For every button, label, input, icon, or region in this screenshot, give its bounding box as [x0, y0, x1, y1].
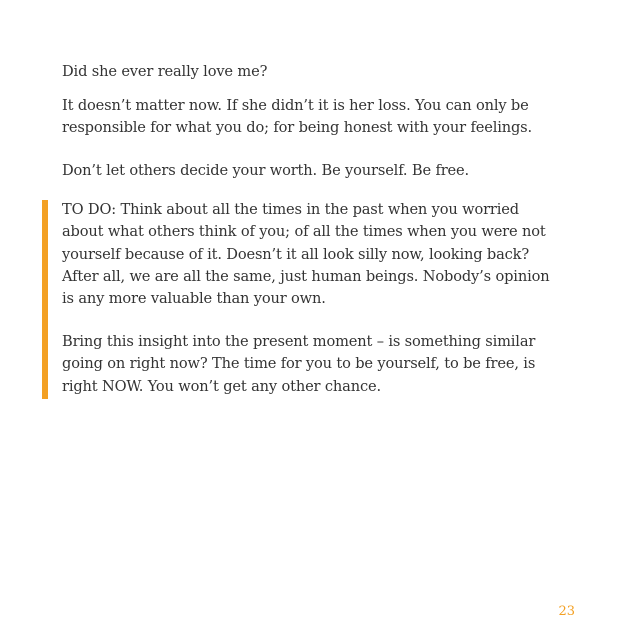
todo-accent-bar: [42, 200, 48, 399]
paragraph-question: Did she ever really love me?: [62, 63, 268, 80]
paragraph-present-moment: Bring this insight into the present moment – is something similar going on right now? The time for you to be yourself, to be free, is right NOW. You won’t get any other chance.: [62, 333, 536, 395]
paragraph-answer: It doesn’t matter now. If she didn’t it is her loss. You can only be responsible for what you do; for being honest with your feelings.: [62, 97, 532, 137]
page-number: 23: [558, 604, 575, 619]
paragraph-todo: TO DO: Think about all the times in the past when you worried about what others think of you; of all the times when you were not yourself because of it. Doesn’t it all look silly now, looking back? After all, we are all the same, just human beings. Nobody’s opinion is any more valuable than your own.: [62, 201, 550, 308]
paragraph-advice: Don’t let others decide your worth. Be yourself. Be free.: [62, 162, 470, 179]
